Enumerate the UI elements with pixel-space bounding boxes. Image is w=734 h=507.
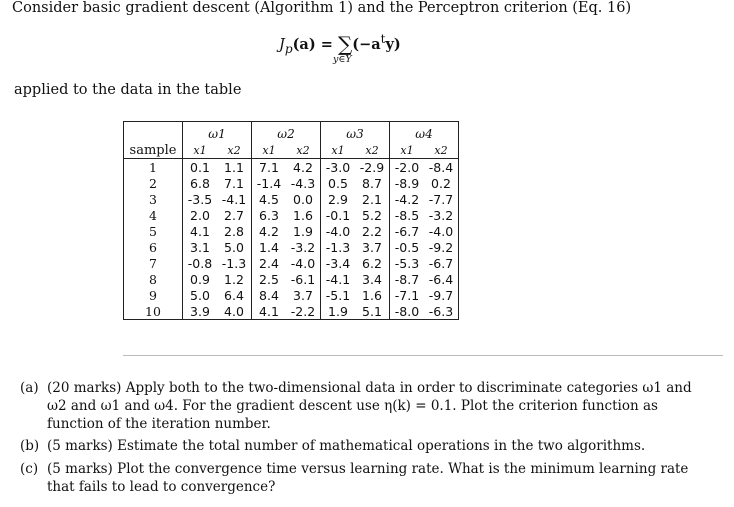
data-cell: 1.4 [252,239,287,255]
data-cell: -8.4 [428,159,454,175]
data-cell: 8.4 [252,287,287,303]
question-text: (5 marks) Estimate the total number of mathematical operations in the two algorithms. [47,438,646,454]
formula-sup: t [380,32,386,47]
data-cell: 6.2 [362,255,382,271]
data-cell: 6.8 [183,175,218,191]
data-cell: -9.2 [428,239,454,255]
data-cell: 0.2 [431,175,451,191]
data-cell: -6.4 [428,271,454,287]
class-header: ω4 [390,122,459,144]
perceptron-criterion-formula [279,32,401,56]
question-label: (a) [20,380,39,396]
table-row [124,303,459,320]
data-cell: -2.9 [359,159,385,175]
data-cell: 2.5 [252,271,287,287]
formula-tail: y) [385,36,401,53]
data-cell: 4.1 [183,223,218,239]
data-cell: 2.7 [224,207,244,223]
data-cell: -6.7 [390,223,425,239]
data-cell: 3.7 [362,239,382,255]
data-cell: 1.2 [224,271,244,287]
data-cell: -8.0 [390,303,425,320]
data-cell: 5.0 [224,239,244,255]
data-cell: 5.0 [183,287,218,303]
data-cell: -2.2 [290,303,316,319]
data-cell: 2.2 [362,223,382,239]
data-cell: 2.9 [321,191,356,207]
data-cell: -3.5 [183,191,218,207]
data-cell: -4.2 [390,191,425,207]
data-cell: 2.0 [183,207,218,223]
data-cell: 3.1 [183,239,218,255]
question-text: (20 marks) Apply both to the two-dimensional data in order to discriminate categories ω1 and ω2 and ω1 and ω4. For the gradient descent use η(k) = 0.1. Plot the criterion function as function of the iteration number. [47,380,692,432]
data-cell: 3.9 [183,303,218,320]
data-cell: -4.3 [290,175,316,191]
table-row [124,239,459,255]
data-cell: 0.9 [183,271,218,287]
question-a [20,379,720,435]
data-cell: 2.4 [252,255,287,271]
sample-number: 8 [149,271,157,287]
var-header: x1 [390,143,425,159]
var-header: x1 [252,143,287,159]
data-cell: 1.1 [224,159,244,175]
var-header: x2 [355,143,390,159]
data-cell: -4.0 [428,223,454,239]
data-cell: -7.1 [390,287,425,303]
intro-text: Consider basic gradient descent (Algorithm 1) and the Perceptron criterion (Eq. 16) [12,0,632,16]
data-table [123,121,459,320]
data-cell: 4.2 [293,159,313,175]
data-cell: 4.5 [252,191,287,207]
data-cell: 5.1 [362,303,382,319]
data-cell: 2.8 [224,223,244,239]
sample-number: 9 [149,287,157,303]
data-cell: -8.9 [390,175,425,191]
sample-number: 7 [149,255,157,271]
data-cell: -0.8 [183,255,218,271]
sample-col-spacer [124,122,183,144]
question-text: (5 marks) Plot the convergence time versus learning rate. What is the minimum learning rate that fails to lead to convergence? [47,461,689,495]
data-cell: -3.0 [321,159,356,176]
class-header: ω1 [183,122,252,144]
data-cell: 6.3 [252,207,287,223]
data-cell: 4.0 [224,303,244,319]
table-row [124,207,459,223]
table-baseline-rule [123,355,723,356]
var-header: x1 [321,143,356,159]
question-label: (b) [20,438,40,454]
data-cell: -0.1 [321,207,356,223]
question-b [20,437,720,457]
data-cell: 3.7 [293,287,313,303]
data-cell: -6.7 [428,255,454,271]
summation-symbol: ∑ [337,32,353,56]
data-cell: 1.9 [293,223,313,239]
data-cell: 4.2 [252,223,287,239]
question-c [20,460,720,498]
data-cell: -1.3 [221,255,247,271]
table-row [124,255,459,271]
data-cell: 6.4 [224,287,244,303]
sample-number: 6 [149,239,157,255]
data-cell: -6.1 [290,271,316,287]
class-header-row [124,122,459,144]
var-header: x2 [217,143,252,159]
applied-text: applied to the data in the table [14,82,242,98]
question-label: (c) [20,461,39,477]
sample-number: 10 [145,303,161,319]
data-cell: 0.1 [183,159,218,176]
data-cell: 7.1 [224,175,244,191]
data-cell: -4.1 [321,271,356,287]
data-cell: -9.7 [428,287,454,303]
data-cell: -3.4 [321,255,356,271]
data-cell: -0.5 [390,239,425,255]
sample-number: 3 [149,191,157,207]
sample-number: 1 [149,159,157,175]
var-header: x2 [286,143,321,159]
data-cell: -5.1 [321,287,356,303]
data-cell: -5.3 [390,255,425,271]
class-header: ω3 [321,122,390,144]
data-cell: 3.4 [362,271,382,287]
data-cell: 7.1 [252,159,287,176]
data-cell: -1.4 [252,175,287,191]
data-cell: -1.3 [321,239,356,255]
data-cell: 1.6 [362,287,382,303]
data-cell: -4.0 [290,255,316,271]
data-cell: -3.2 [290,239,316,255]
table-body [124,159,459,320]
data-cell: 8.7 [362,175,382,191]
table-row [124,191,459,207]
data-cell: -4.1 [221,191,247,207]
data-cell: -6.3 [428,303,454,319]
table-row [124,159,459,176]
data-cell: 1.6 [293,207,313,223]
data-cell: 2.1 [362,191,382,207]
data-cell: 0.0 [293,191,313,207]
data-cell: -2.0 [390,159,425,176]
sample-number: 4 [149,207,157,223]
sample-header: sample [124,143,183,159]
class-header: ω2 [252,122,321,144]
var-header: x2 [424,143,459,159]
var-header: x1 [183,143,218,159]
table-row [124,287,459,303]
data-cell: -3.2 [428,207,454,223]
data-cell: 0.5 [321,175,356,191]
data-cell: -8.5 [390,207,425,223]
table-row [124,175,459,191]
data-cell: -7.7 [428,191,454,207]
formula-body: (−a [352,36,381,53]
data-cell: -4.0 [321,223,356,239]
formula-arg: (a) = [292,36,338,53]
table-row [124,223,459,239]
data-cell: -8.7 [390,271,425,287]
data-cell: 4.1 [252,303,287,320]
sample-number: 5 [149,223,157,239]
formula-sum-index: y∈Y [333,54,352,65]
variable-header-row [124,143,459,159]
sample-number: 2 [149,175,157,191]
data-cell: 1.9 [321,303,356,320]
formula-lhs-sub: p [284,41,293,56]
formula-lhs: J [279,37,285,53]
data-cell: 5.2 [362,207,382,223]
table-row [124,271,459,287]
